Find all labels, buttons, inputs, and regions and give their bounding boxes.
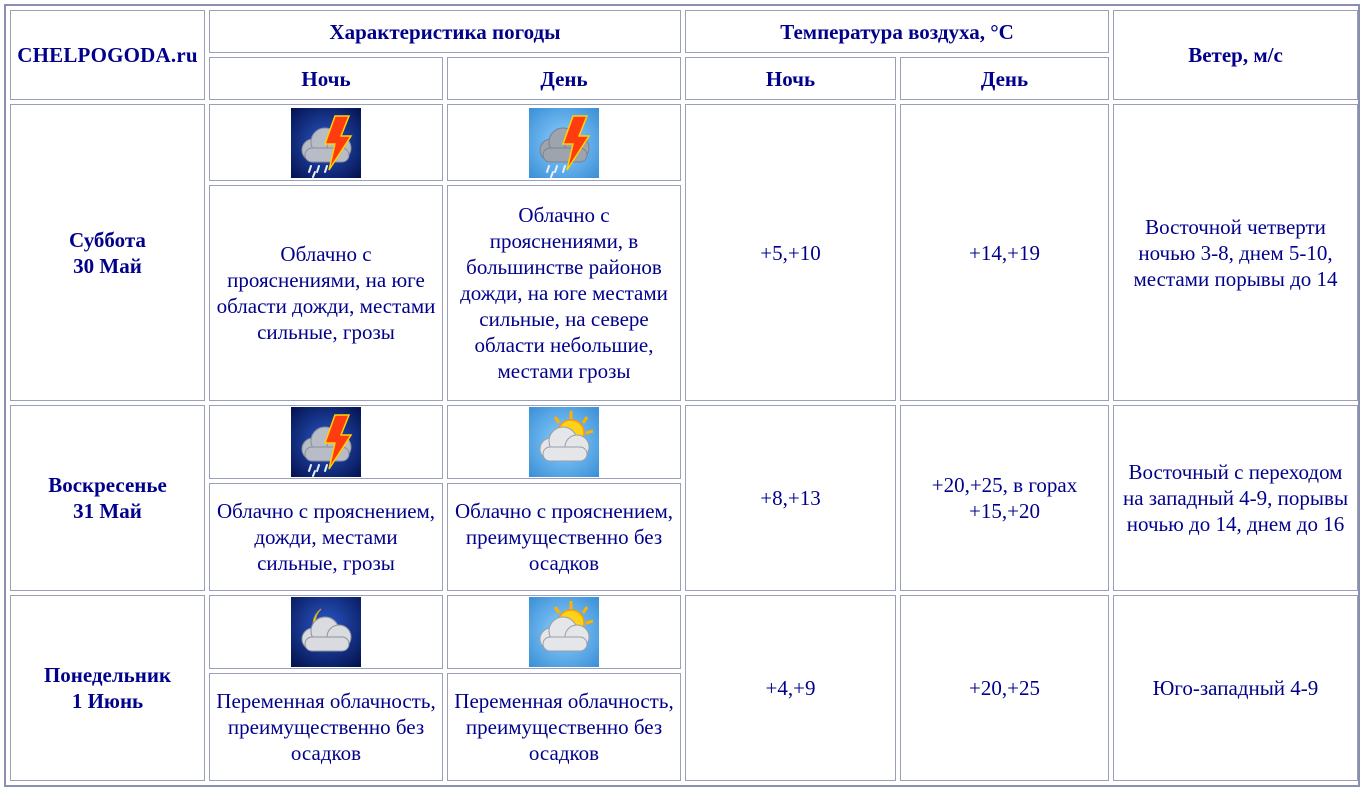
night-icon-cell	[209, 104, 443, 180]
day-label	[10, 405, 205, 591]
weather-night-header: Ночь	[209, 57, 443, 100]
temp-night: +5,+10	[685, 104, 896, 400]
air-temp-header: Температура воздуха, °С	[685, 10, 1109, 53]
cloud-rain-thunder-icon	[529, 108, 599, 178]
day-label	[10, 104, 205, 400]
cloud-rain-thunder-icon	[291, 407, 361, 477]
forecast-frame	[4, 4, 1360, 787]
weather-day-header: День	[447, 57, 681, 100]
cloud-rain-thunder-icon	[291, 108, 361, 178]
weekday: Воскресенье	[48, 472, 167, 497]
wind-desc: Юго-западный 4-9	[1113, 595, 1358, 781]
day-desc: Облачно с прояснением, преимущественно без осадков	[447, 483, 681, 591]
date: 30 Май	[73, 253, 142, 278]
date: 1 Июнь	[71, 688, 144, 713]
weekday: Понедельник	[43, 662, 172, 687]
temp-day: +20,+25, в горах +15,+20	[900, 405, 1109, 591]
weekday: Суббота	[69, 227, 146, 252]
temp-night: +8,+13	[685, 405, 896, 591]
temp-day-header: День	[900, 57, 1109, 100]
night-desc: Переменная облачность, преимущественно без осадков	[209, 673, 443, 781]
night-icon-cell	[209, 405, 443, 479]
day-icon-cell	[447, 405, 681, 479]
forecast-table	[6, 6, 1362, 785]
temp-day: +14,+19	[900, 104, 1109, 400]
day-icon-cell	[447, 595, 681, 669]
day-desc: Облачно с прояснениями, в большинстве районов дожди, на юге местами сильные, на севере области небольшие, местами грозы	[447, 185, 681, 401]
weather-char-header: Характеристика погоды	[209, 10, 681, 53]
moon-behind-clouds-icon	[291, 597, 361, 667]
day-label	[10, 595, 205, 781]
sun-behind-clouds-icon	[529, 407, 599, 477]
night-desc: Облачно с прояснением, дожди, местами сильные, грозы	[209, 483, 443, 591]
day-icon-cell	[447, 104, 681, 180]
wind-desc: Восточный с переходом на западный 4-9, порывы ночью до 14, днем до 16	[1113, 405, 1358, 591]
temp-day: +20,+25	[900, 595, 1109, 781]
date: 31 Май	[73, 498, 142, 523]
sun-behind-clouds-icon	[529, 597, 599, 667]
wind-header: Ветер, м/с	[1113, 10, 1358, 100]
night-desc: Облачно с прояснениями, на юге области дожди, местами сильные, грозы	[209, 185, 443, 401]
temp-night-header: Ночь	[685, 57, 896, 100]
site-brand: CHELPOGODA.ru	[10, 10, 205, 100]
wind-desc: Восточной четверти ночью 3-8, днем 5-10, местами порывы до 14	[1113, 104, 1358, 400]
day-desc: Переменная облачность, преимущественно без осадков	[447, 673, 681, 781]
night-icon-cell	[209, 595, 443, 669]
temp-night: +4,+9	[685, 595, 896, 781]
